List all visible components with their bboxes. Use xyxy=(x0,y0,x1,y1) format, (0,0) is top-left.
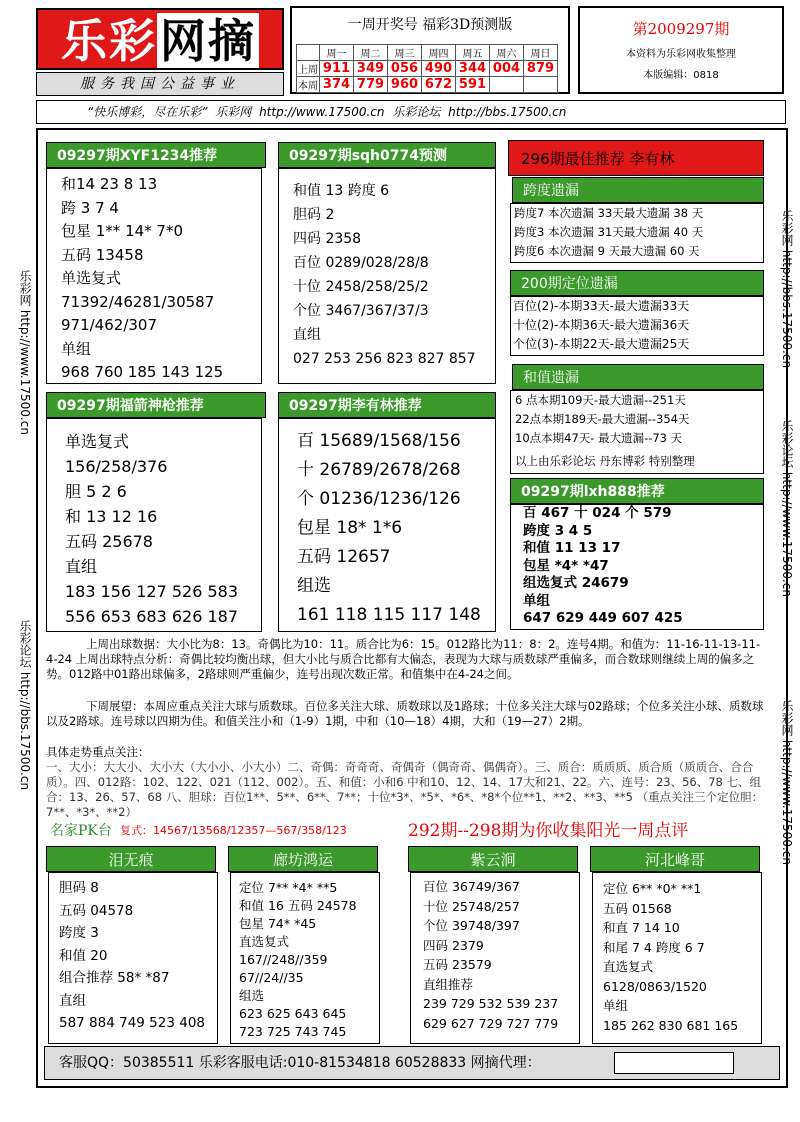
box4-line: 161 118 115 117 148 xyxy=(297,605,481,625)
bottom2-line: 623 625 643 645 xyxy=(239,1006,347,1021)
lxh-line: 包星 *4* *47 xyxy=(523,557,609,574)
bottom3-line: 直组推荐 xyxy=(423,976,474,992)
box4-line: 十 26789/2678/268 xyxy=(297,460,461,480)
draw-number: 004 xyxy=(490,61,524,77)
bottom2-line: 定位 7** *4* **5 xyxy=(239,880,338,895)
bottom2-line: 直选复式 xyxy=(239,934,290,949)
bottom1-header: 泪无痕 xyxy=(46,846,216,872)
row-label: 本周 xyxy=(297,77,320,93)
sum-miss-line: 22点本期189天-最大遗漏--354天 xyxy=(515,412,690,426)
box4-header: 09297期李有林推荐 xyxy=(278,392,496,418)
box1-line: 71392/46281/30587 xyxy=(61,292,215,311)
box3-line: 556 653 683 626 187 xyxy=(65,607,239,626)
bottom3-header: 紫云涧 xyxy=(408,846,578,872)
box2-line: 十位 2458/258/25/2 xyxy=(293,279,429,295)
position-miss-header: 200期定位遗漏 xyxy=(510,270,764,296)
bottom3-line: 十位 25748/257 xyxy=(423,898,520,914)
bottom1-content xyxy=(48,872,218,1044)
span-miss-line: 跨度6 本次遗漏 9 天最大遗漏 60 天 xyxy=(514,244,700,258)
lxh-line: 和值 11 13 17 xyxy=(523,540,621,556)
bottom1-line: 587 884 749 523 408 xyxy=(59,1015,206,1031)
day-cell: 周六 xyxy=(490,45,524,61)
box3-line: 156/258/376 xyxy=(65,457,168,476)
bottom4-content xyxy=(592,872,762,1044)
box1-line: 单组 xyxy=(61,339,92,358)
box4-content xyxy=(278,418,496,632)
bottom4-line: 直选复式 xyxy=(603,959,654,974)
side-text-right-bottom: 乐彩网 http://www.17500.cn xyxy=(780,700,794,865)
box3-line: 胆 5 2 6 xyxy=(65,482,127,501)
issue-number: 第2009297期 xyxy=(632,20,730,38)
issue-box xyxy=(578,6,784,94)
draw-number: 490 xyxy=(422,61,456,77)
bottom3-line: 四码 2379 xyxy=(423,937,484,953)
sum-miss-note: 以上由乐彩论坛 丹东博彩 特别整理 xyxy=(515,454,695,468)
box2-line: 四码 2358 xyxy=(293,231,362,247)
pk-label: 名家PK台 xyxy=(50,823,112,839)
bottom4-line: 和直 7 14 10 xyxy=(603,920,680,935)
bottom2-line: 723 725 743 745 xyxy=(239,1024,347,1039)
sum-miss-line: 10点本期47天- 最大遗漏--73 天 xyxy=(515,431,683,445)
side-text-left-top: 乐彩网 http://www.17500.cn xyxy=(18,270,32,435)
bottom2-line: 包星 74* *45 xyxy=(239,916,317,931)
box1-line: 971/462/307 xyxy=(61,316,157,334)
box2-line: 和值 13 跨度 6 xyxy=(293,183,390,199)
results-table xyxy=(296,44,558,93)
bottom1-line: 胆码 8 xyxy=(59,880,99,896)
bottom3-line: 个位 39748/397 xyxy=(423,918,520,933)
box2-header: 09297期sqh0774预测 xyxy=(278,142,496,168)
box3-header: 09297期福箭神枪推荐 xyxy=(46,392,266,418)
box2-line: 027 253 256 823 827 857 xyxy=(293,351,476,367)
draw-number: 591 xyxy=(456,77,490,93)
box1-line: 968 760 185 143 125 xyxy=(61,363,224,381)
source-note: 本资料为乐彩网收集整理 xyxy=(626,49,736,60)
draw-number xyxy=(524,77,558,93)
slogan: 服务我国公益事业 xyxy=(36,72,284,96)
sum-miss-line: 6 点本期109天-最大遗漏--251天 xyxy=(515,393,686,407)
day-cell: 周三 xyxy=(388,45,422,61)
bottom4-line: 五码 01568 xyxy=(603,900,672,916)
box1-line: 和14 23 8 13 xyxy=(61,175,158,193)
box1-content xyxy=(46,168,262,384)
draw-number: 056 xyxy=(388,61,422,77)
box2-line: 直组 xyxy=(293,327,321,343)
box2-line: 胆码 2 xyxy=(293,207,335,223)
day-cell: 周四 xyxy=(422,45,456,61)
box3-line: 单选复式 xyxy=(65,432,130,451)
bottom3-line: 629 627 729 727 779 xyxy=(423,1015,559,1031)
bottom4-line: 185 262 830 681 165 xyxy=(603,1017,739,1033)
draw-number: 672 xyxy=(422,77,456,93)
box4-line: 百 15689/1568/156 xyxy=(297,431,461,451)
bottom2-line: 167//248//359 xyxy=(239,952,328,967)
lxh-header: 09297期lxh888推荐 xyxy=(510,478,764,504)
bottom2-line: 67//24//35 xyxy=(239,970,304,985)
analysis-focus: 一、大小：大大小、大小大（大小小、小大小）二、奇偶：奇奇奇、奇偶奇（偶奇奇、偶偶奇）。三、质合：质质质、质合质（质质合、合合质）。四、012路：102、122、021（112、002）。五、和值：小和6 中和10、12、14、17大和21、22。六、连号：23、56、78 七、组合：13、26、57、68 八、胆球：百位1**、5**、6**、7**；十位*3*、*5*、*6*、*8*个位**1、**2、**3、**5 （重点关注三个定位胆：7**、*3*、**2） xyxy=(46,760,764,819)
span-miss-header: 跨度遗漏 xyxy=(512,177,764,203)
draw-number: 911 xyxy=(320,61,354,77)
logo xyxy=(36,8,284,70)
draw-number: 344 xyxy=(456,61,490,77)
last-week-row xyxy=(297,61,558,77)
logo-right: 网摘 xyxy=(157,13,259,68)
bottom3-content xyxy=(410,872,580,1044)
analysis-next-week: 下周展望：本周应重点关注大球与质数球。百位多关注大球、质数球以及1路球；十位多关注大球与02路球；个位多关注小球、质数球以及2路球。连号球以四期为佳。和值关注小和（1-9）1期，中和（10—18）4期，大和（19—27）2期。 xyxy=(46,699,764,728)
draw-number: 960 xyxy=(388,77,422,93)
bottom1-line: 直组 xyxy=(59,992,86,1009)
box4-line: 包星 18* 1*6 xyxy=(297,518,403,538)
analysis-focus-title: 具体走势重点关注： xyxy=(46,745,150,759)
footer-bar: 客服QQ：50385511 乐彩客服电话:010-81534818 60528833 网摘代理： xyxy=(44,1046,780,1080)
results-title: 一周开奖号 福彩3D预测版 xyxy=(347,17,513,33)
span-miss-line: 跨度7 本次遗漏 33天最大遗漏 38 天 xyxy=(514,206,704,220)
row-label: 上周 xyxy=(297,61,320,77)
box3-line: 和 13 12 16 xyxy=(65,507,158,526)
box2-line: 百位 0289/028/28/8 xyxy=(293,255,429,271)
span-miss-line: 跨度3 本次遗漏 31天最大遗漏 40 天 xyxy=(514,225,704,239)
box1-line: 包星 1** 14* 7*0 xyxy=(61,222,184,240)
bottom4-line: 定位 6** *0* **1 xyxy=(603,881,702,896)
box3-line: 183 156 127 526 583 xyxy=(65,582,239,601)
position-miss-line: 十位(2)-本期36天-最大遗漏36天 xyxy=(513,318,690,332)
bottom4-line: 和尾 7 4 跨度 6 7 xyxy=(603,939,705,955)
position-miss-line: 百位(2)-本期33天-最大遗漏33天 xyxy=(513,299,690,313)
lxh-content xyxy=(510,504,764,630)
logo-left: 乐彩 xyxy=(61,14,157,68)
draw-number: 374 xyxy=(320,77,354,93)
lxh-line: 647 629 449 607 425 xyxy=(523,610,683,626)
bottom3-line: 百位 36749/367 xyxy=(423,879,520,894)
collect-title: 292期--298期为你收集阳光一周点评 xyxy=(408,821,689,841)
sum-miss-content xyxy=(510,390,764,474)
box3-content xyxy=(46,418,262,632)
analysis-last-week: 上周出球数据：大小比为8：13。奇偶比为10：11。质合比为6：15。012路比为11：8：2。连号4期。和值为：11-16-11-13-11-4-24 上周出球特点分析：奇偶比较均衡出球，但大小比与质合比都有大偏态，表现为大球与质数球严重偏多，而合数球则继续上周的偏多之势。012路中01路出球偏多，2路球则严重偏少，连号出现次数正常。和值集中在4-24之间。 xyxy=(46,637,761,681)
span-miss-content xyxy=(510,203,764,263)
bottom4-line: 6128/0863/1520 xyxy=(603,978,707,994)
week-header-row xyxy=(297,45,558,61)
box1-header: 09297期XYF1234推荐 xyxy=(46,142,266,168)
bottom1-line: 五码 04578 xyxy=(59,902,134,919)
box4-line: 五码 12657 xyxy=(297,547,391,567)
box1-line: 跨 3 7 4 xyxy=(61,198,119,217)
day-cell: 周一 xyxy=(320,45,354,61)
agent-input-box xyxy=(614,1052,734,1074)
lxh-line: 单组 xyxy=(523,592,550,609)
bottom2-line: 组选 xyxy=(239,988,265,1003)
sum-miss-header: 和值遗漏 xyxy=(512,364,764,390)
logo-text xyxy=(38,10,282,68)
lxh-line: 跨度 3 4 5 xyxy=(523,522,593,539)
position-miss-content xyxy=(510,296,764,356)
best-recommend-banner: 296期最佳推荐 李有林 xyxy=(508,140,764,176)
draw-number xyxy=(490,77,524,93)
lxh-line: 百 467 十 024 个 579 xyxy=(523,505,672,521)
bottom4-header: 河北峰哥 xyxy=(590,846,760,872)
side-text-right-mid: 乐彩论坛 http://www.17500.cn xyxy=(780,420,794,597)
bottom1-line: 和值 20 xyxy=(59,947,108,964)
bottom2-content xyxy=(230,872,380,1044)
bottom3-line: 239 729 532 539 237 xyxy=(423,996,559,1011)
box4-line: 组选 xyxy=(297,576,331,596)
box3-line: 五码 25678 xyxy=(65,532,153,551)
this-week-row xyxy=(297,77,558,93)
draw-number: 779 xyxy=(354,77,388,93)
box4-line: 个 01236/1236/126 xyxy=(297,489,461,509)
box1-line: 五码 13458 xyxy=(61,245,144,264)
position-miss-line: 个位(3)-本期22天-最大遗漏25天 xyxy=(513,337,690,351)
bottom2-header: 廊坊鸿运 xyxy=(228,846,378,872)
day-cell: 周二 xyxy=(354,45,388,61)
side-text-left-bottom: 乐彩论坛 http://bbs.17500.cn xyxy=(18,620,32,791)
bottom3-line: 五码 23579 xyxy=(423,957,492,972)
box1-line: 单选复式 xyxy=(61,269,122,287)
link-bar[interactable]: “快乐博彩，尽在乐彩” 乐彩网 http://www.17500.cn 乐彩论坛 http://bbs.17500.cn xyxy=(36,100,786,124)
draw-number: 349 xyxy=(354,61,388,77)
bottom1-line: 跨度 3 xyxy=(59,925,99,941)
bottom1-line: 组合推荐 58* *87 xyxy=(59,970,170,986)
box3-line: 直组 xyxy=(65,557,98,576)
weekly-results xyxy=(290,6,570,94)
pk-value: 复式：14567/13568/12357—567/358/123 xyxy=(120,824,347,837)
side-text-right-top: 乐彩网 http://bbs.17500.cn xyxy=(780,210,794,369)
bottom4-line: 单组 xyxy=(603,998,629,1013)
bottom2-line: 和值 16 五码 24578 xyxy=(239,898,357,913)
box2-content xyxy=(278,168,496,384)
box2-line: 个位 3467/367/37/3 xyxy=(293,303,429,319)
lxh-line: 组选复式 24679 xyxy=(523,575,629,591)
day-cell: 周五 xyxy=(456,45,490,61)
editor-note: 本版编辑：0818 xyxy=(643,70,719,81)
day-cell: 周日 xyxy=(524,45,558,61)
draw-number: 879 xyxy=(524,61,558,77)
